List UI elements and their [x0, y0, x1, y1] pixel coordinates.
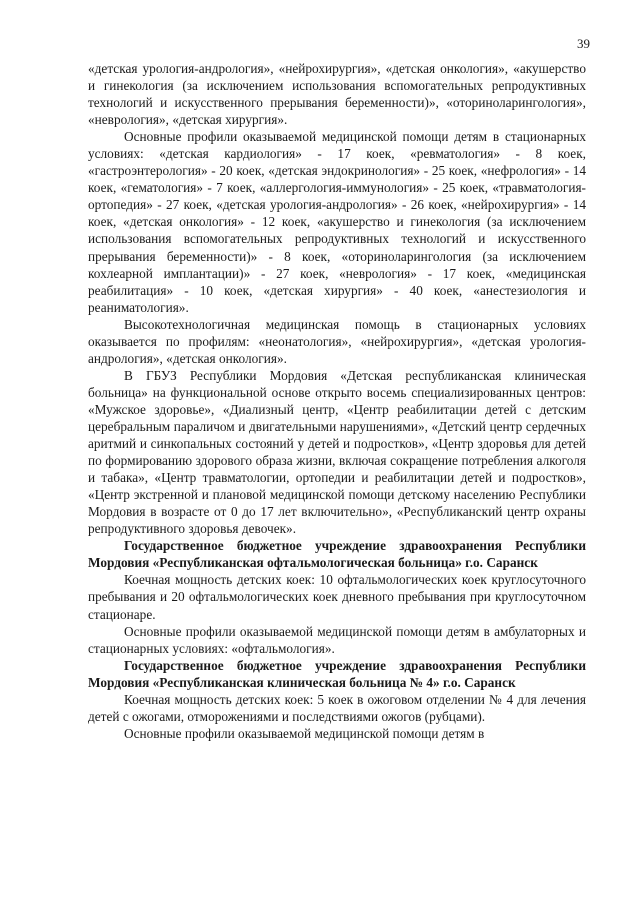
paragraph-ophthalmology-profiles: Основные профили оказываемой медицинской помощи детям в амбулаторных и стационарных условиях: «офтальмология».	[88, 623, 586, 656]
paragraph-specialized-centers: В ГБУЗ Республики Мордовия «Детская республиканская клиническая больница» на функциональной основе открыто восемь специализированных центров: «Мужское здоровье», «Диализный центр, «Центр реабилитации детей с детским церебральным параличом и двигательными нарушениями», «Детский центр сердечных аритмий и синкопальных состояний у детей и подростков», «Центр здоровья для детей по формированию здорового образа жизни, включая сокращение потребления алкоголя и табака», «Центр травматологии, ортопедии и реабилитации детей и подростков», «Центр экстренной и плановой медицинской помощи детскому населению Республики Мордовия в возрасте от 0 до 17 лет включительно», «Республиканский центр охраны репродуктивного здоровья девочек».	[88, 367, 586, 537]
paragraph-profiles-truncated: Основные профили оказываемой медицинской помощи детям в	[124, 725, 485, 741]
paragraph-inpatient-profiles: Основные профили оказываемой медицинской помощи детям в стационарных условиях: «детская кардиология» - 17 коек, «ревматология» - 8 коек, «гастроэнтерология» - 20 коек, «детская эндокринология» - 25 коек, «нефрология» - 14 коек, «гематология» - 7 коек, «аллергология-иммунология» - 25 коек, «травматология-ортопедия» - 27 коек, «детская урология-андрология» - 26 коек, «нейрохирургия» - 14 коек, «детская онкология» - 12 коек, «акушерство и гинекология (за исключением использования вспомогательных репродуктивных технологий и искусственного прерывания беременности)» - 8 коек, «оториноларингология (за исключением кохлеарной имплантации)» - 27 коек, «неврология» - 17 коек, «медицинская реабилитация» - 10 коек, «детская хирургия» - 40 коек, «анестезиология и реаниматология».	[88, 129, 586, 315]
page-body	[88, 60, 586, 742]
paragraph-burn-unit-beds: Коечная мощность детских коек: 5 коек в ожоговом отделении № 4 для лечения детей с ожогами, отморожениями и последствиями ожогов (рубцами).	[88, 691, 586, 724]
section-heading-clinical-hospital-4: Государственное бюджетное учреждение здравоохранения Республики Мордовия «Республиканская клиническая больница № 4» г.о. Саранск	[88, 657, 586, 690]
paragraph-high-tech-care: Высокотехнологичная медицинская помощь в стационарных условиях оказывается по профилям: «неонатология», «нейрохирургия», «детская урология-андрология», «детская онкология».	[88, 316, 586, 366]
section-heading-ophthalmology-hospital: Государственное бюджетное учреждение здравоохранения Республики Мордовия «Республиканская офтальмологическая больница» г.о. Саранск	[88, 538, 586, 571]
paragraph-ophthalmology-beds: Коечная мощность детских коек: 10 офтальмологических коек круглосуточного пребывания и 20 офтальмологических коек дневного пребывания при круглосуточном стационаре.	[88, 572, 586, 622]
page-number: 39	[577, 36, 590, 51]
paragraph-continuation: «детская урология-андрология», «нейрохирургия», «детская онкология», «акушерство и гинекология (за исключением использования вспомогательных репродуктивных технологий и искусственного прерывания беременности)», «оториноларингология», «неврология», «детская хирургия».	[88, 61, 586, 128]
